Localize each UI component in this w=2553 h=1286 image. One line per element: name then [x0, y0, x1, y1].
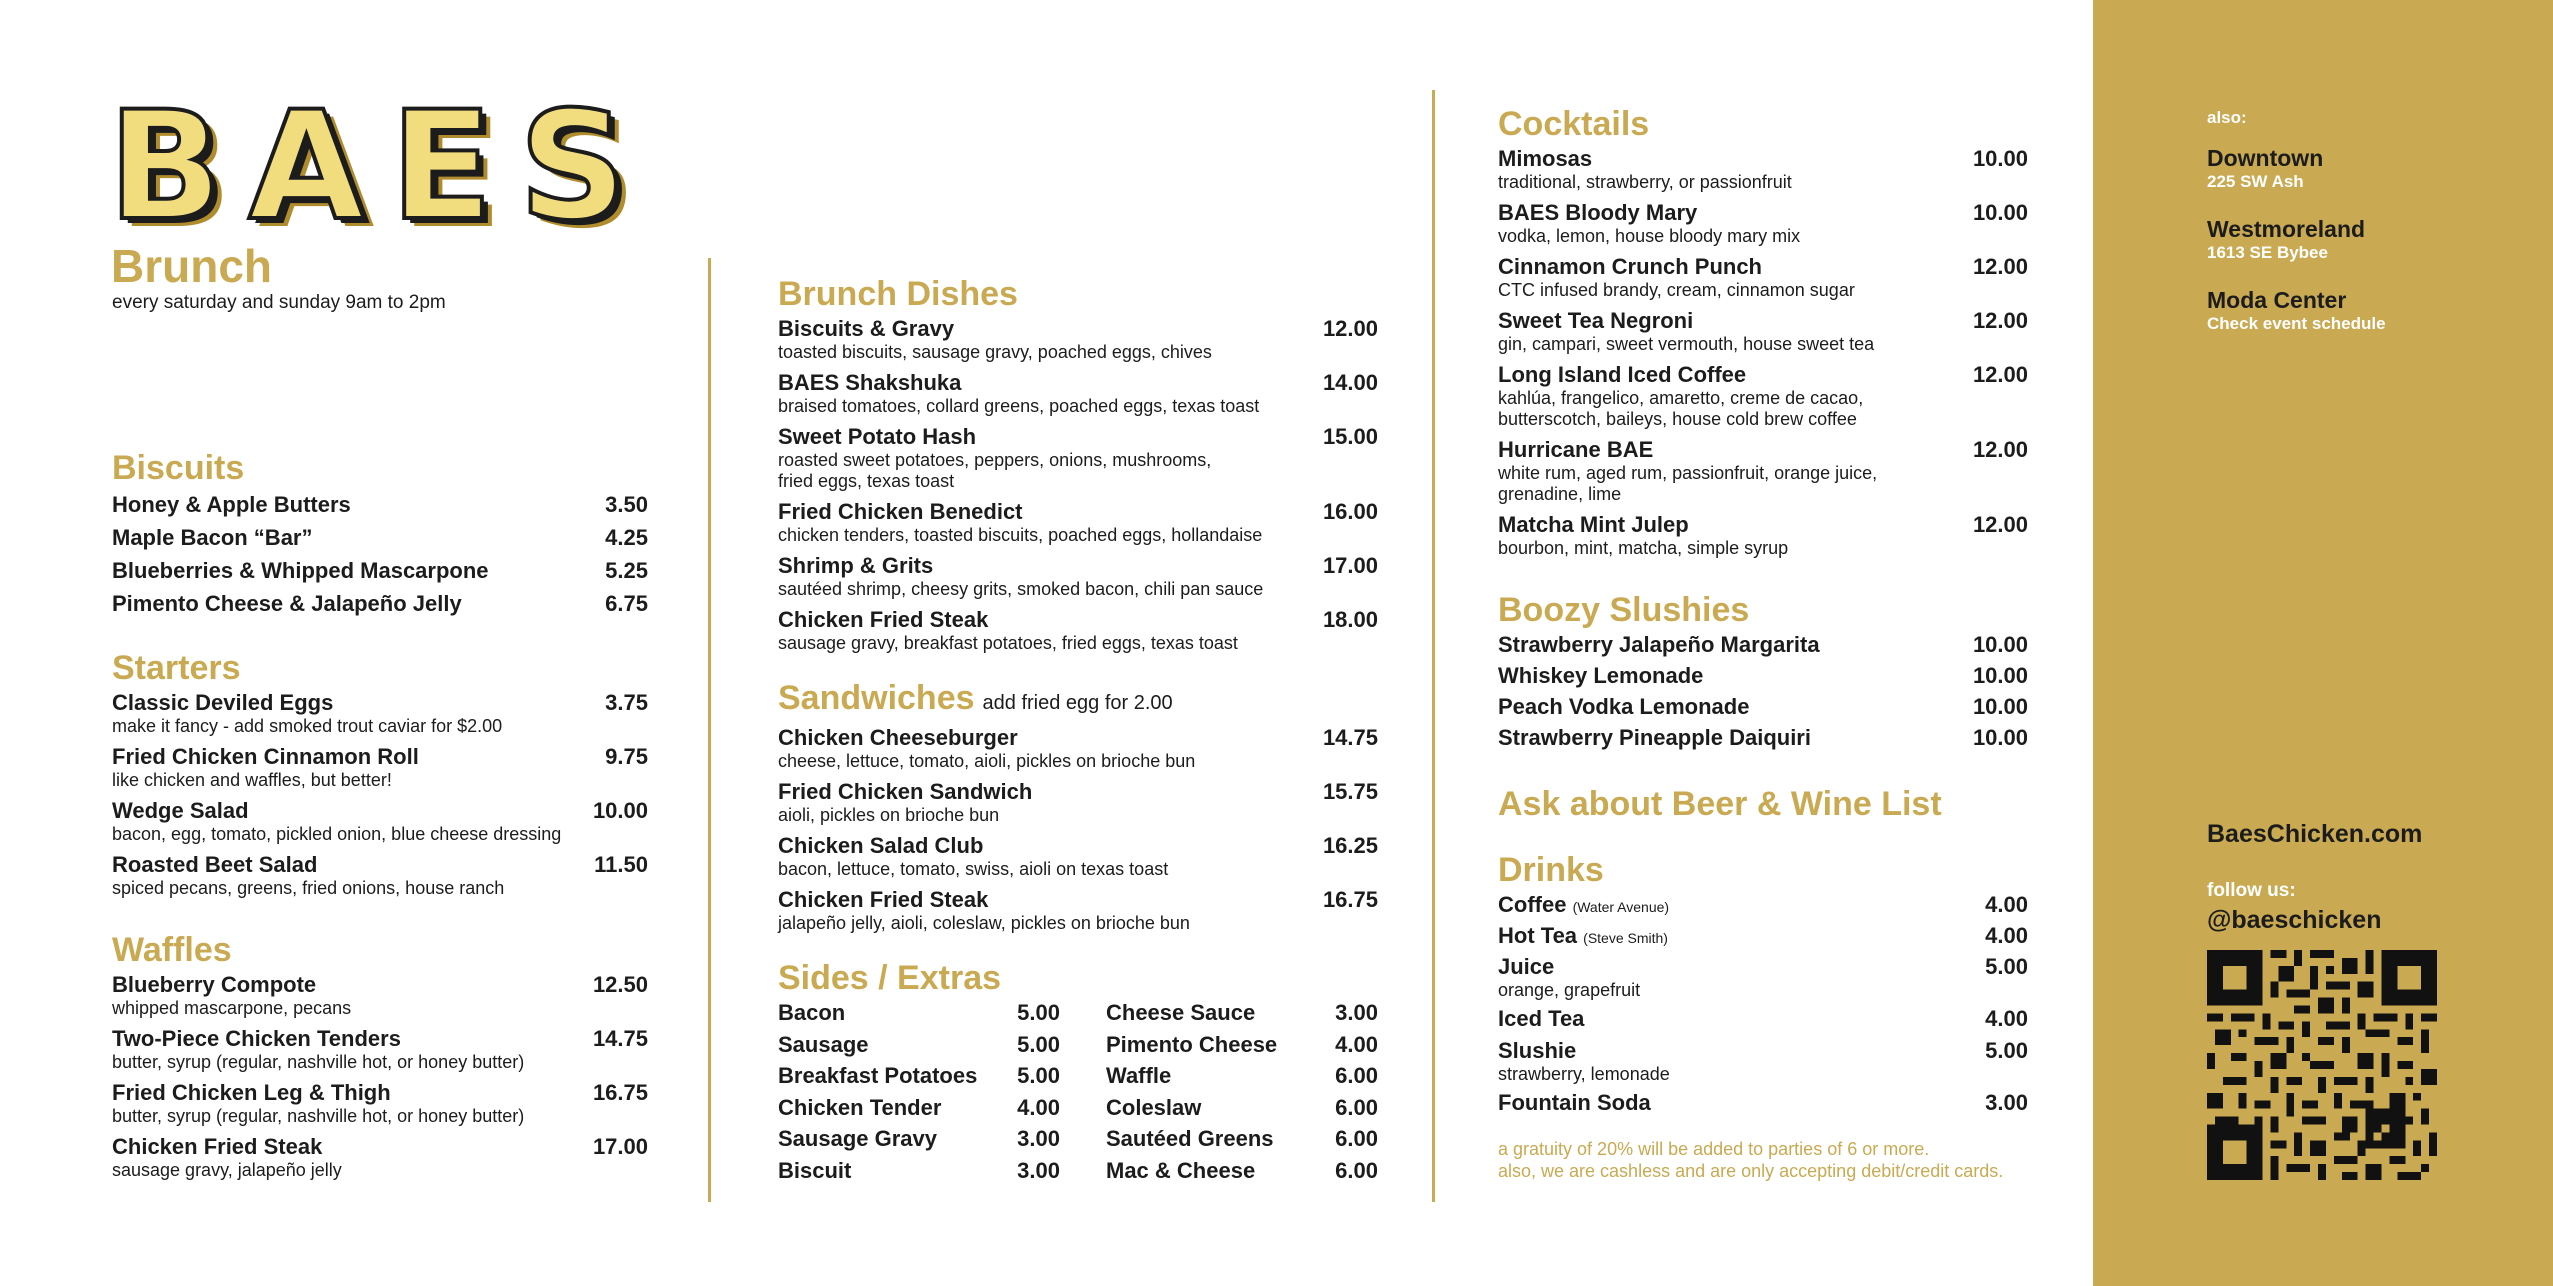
menu-item [778, 607, 1378, 661]
item-description: chicken tenders, toasted biscuits, poached eggs, hollandaise [778, 525, 1263, 545]
item-name: Cheese Sauce [1106, 1000, 1256, 1025]
column-divider [1432, 90, 1435, 1202]
item-price: 12.00 [1972, 437, 2028, 462]
item-price: 6.00 [1335, 1063, 1378, 1088]
menu-item [778, 1126, 1060, 1158]
location-name: Downtown [2207, 145, 2324, 171]
item-name: Biscuits & Gravy [778, 316, 955, 341]
item-price: 11.50 [594, 852, 648, 877]
item-note: (Steve Smith) [1583, 930, 1668, 946]
item-description: spiced pecans, greens, fried onions, house ranch [112, 878, 505, 898]
menu-item [1498, 512, 2028, 566]
item-price: 17.00 [1322, 553, 1378, 578]
section-title: Cocktails [1498, 105, 1650, 143]
item-name: Wedge Salad [112, 798, 249, 823]
website-link[interactable]: BaesChicken.com [2207, 820, 2423, 848]
menu-item [112, 492, 648, 525]
item-price: 3.75 [605, 690, 648, 715]
item-description: roasted sweet potatoes, peppers, onions, mushrooms, [778, 450, 1212, 470]
item-price: 18.00 [1322, 607, 1378, 632]
item-name: Breakfast Potatoes [778, 1063, 978, 1088]
item-description: sausage gravy, breakfast potatoes, fried eggs, texas toast [778, 633, 1238, 653]
item-name: Iced Tea [1498, 1006, 1585, 1031]
item-name: Roasted Beet Salad [112, 852, 318, 877]
item-name: Cinnamon Crunch Punch [1498, 254, 1762, 279]
item-note: (Water Avenue) [1572, 899, 1670, 915]
item-name: Fried Chicken Benedict [778, 499, 1023, 524]
footnote [1498, 1138, 2028, 1182]
menu-item [1498, 146, 2028, 200]
item-price: 3.00 [1017, 1126, 1060, 1151]
item-price: 3.00 [1985, 1090, 2028, 1115]
item-price: 14.75 [592, 1026, 648, 1051]
item-price: 10.00 [592, 798, 648, 823]
menu-item [112, 744, 648, 798]
item-description: like chicken and waffles, but better! [112, 770, 392, 790]
menu-item [1106, 1063, 1378, 1095]
section-title: Biscuits [112, 449, 245, 487]
item-name: Whiskey Lemonade [1498, 663, 1704, 688]
item-name: Chicken Fried Steak [778, 607, 989, 632]
item-description: butter, syrup (regular, nashville hot, or honey butter) [112, 1052, 525, 1072]
menu-item [1106, 1095, 1378, 1127]
item-name: BAES Bloody Mary [1498, 200, 1698, 225]
menu-item [778, 553, 1378, 607]
item-price: 4.25 [605, 525, 648, 550]
item-description: make it fancy - add smoked trout caviar for $2.00 [112, 716, 503, 736]
item-price: 4.00 [1985, 1006, 2028, 1031]
cashless-note: also, we are cashless and are only accepting debit/credit cards. [1498, 1161, 2004, 1181]
menu-item [112, 1080, 648, 1134]
item-price: 5.00 [1017, 1000, 1060, 1025]
item-name: Sausage Gravy [778, 1126, 937, 1151]
menu-item [778, 779, 1378, 833]
item-price: 14.75 [1322, 725, 1378, 750]
section-title: Sides / Extras [778, 959, 1002, 997]
menu-item [112, 798, 648, 852]
item-price: 12.00 [1322, 316, 1378, 341]
item-name: Blueberries & Whipped Mascarpone [112, 558, 489, 583]
sides-section [778, 958, 1378, 1189]
item-name: Fried Chicken Cinnamon Roll [112, 744, 419, 769]
item-price: 16.00 [1322, 499, 1378, 524]
item-price: 10.00 [1972, 663, 2028, 688]
menu-item [778, 833, 1378, 887]
item-name: Hurricane BAE [1498, 437, 1654, 462]
section-title: Starters [112, 649, 241, 687]
item-name: Slushie [1498, 1038, 1577, 1063]
item-price: 9.75 [605, 744, 648, 769]
section-title-text: Sandwiches [778, 679, 975, 717]
follow-label: follow us: [2207, 880, 2296, 901]
item-name: Biscuit [778, 1157, 852, 1183]
item-price: 16.25 [1322, 833, 1378, 858]
item-name: Two-Piece Chicken Tenders [112, 1026, 401, 1051]
item-description: cheese, lettuce, tomato, aioli, pickles on brioche bun [778, 751, 1196, 771]
item-name: Fried Chicken Sandwich [778, 779, 1033, 804]
item-name: Strawberry Jalapeño Margarita [1498, 632, 1820, 657]
item-price: 17.00 [592, 1134, 648, 1159]
item-price: 12.50 [592, 972, 648, 997]
hours-text: every saturday and sunday 9am to 2pm [112, 292, 446, 313]
menu-item [1106, 1000, 1378, 1032]
location-westmoreland [2207, 215, 2365, 263]
item-name: Shrimp & Grits [778, 553, 934, 578]
item-price: 3.50 [605, 492, 648, 517]
item-description: fried eggs, texas toast [778, 471, 955, 491]
section-note: add fried egg for 2.00 [982, 692, 1173, 714]
also-label: also: [2207, 108, 2247, 127]
waffles-section [112, 930, 648, 1188]
item-price: 4.00 [1335, 1031, 1378, 1057]
menu-item [1498, 632, 2028, 663]
section-title: Brunch Dishes [778, 275, 1018, 313]
item-name: Pimento Cheese [1106, 1031, 1278, 1057]
item-description: strawberry, lemonade [1498, 1064, 1670, 1084]
item-price: 10.00 [1972, 694, 2028, 719]
item-description: whipped mascarpone, pecans [112, 998, 352, 1018]
menu-item [1498, 954, 2028, 1006]
item-description: sausage gravy, jalapeño jelly [112, 1160, 342, 1180]
column-divider [708, 258, 711, 1202]
item-price: 3.00 [1335, 1000, 1378, 1025]
item-price: 10.00 [1972, 146, 2028, 171]
menu-item [1498, 200, 2028, 254]
item-price: 6.00 [1335, 1126, 1378, 1151]
menu-item [112, 558, 648, 591]
menu-item [1498, 663, 2028, 694]
item-price: 4.00 [1017, 1094, 1060, 1120]
item-price: 16.75 [1322, 887, 1378, 912]
item-description: white rum, aged rum, passionfruit, orange juice, [1498, 463, 1878, 483]
item-name: Pimento Cheese & Jalapeño Jelly [112, 591, 462, 616]
item-name: Sautéed Greens [1106, 1126, 1274, 1151]
boozy-slushies-section [1498, 590, 2028, 756]
location-name: Moda Center [2207, 287, 2347, 313]
menu-item [112, 690, 648, 744]
item-description: jalapeño jelly, aioli, coleslaw, pickles on brioche bun [778, 913, 1190, 933]
item-description: gin, campari, sweet vermouth, house sweet tea [1498, 334, 1875, 354]
item-price: 12.00 [1972, 254, 2028, 279]
gratuity-note: a gratuity of 20% will be added to parties of 6 or more. [1498, 1139, 1930, 1159]
item-name: Hot Tea [1498, 923, 1578, 948]
item-price: 16.75 [592, 1080, 648, 1105]
section-title: Boozy Slushies [1498, 591, 1750, 629]
item-name: Chicken Fried Steak [778, 887, 989, 912]
section-title [778, 678, 1378, 723]
menu-item [112, 591, 648, 624]
sidebar [2093, 0, 2553, 1286]
item-price: 4.00 [1985, 923, 2028, 948]
menu-item [1498, 694, 2028, 725]
item-description: sautéed shrimp, cheesy grits, smoked bacon, chili pan sauce [778, 579, 1264, 599]
item-description: bourbon, mint, matcha, simple syrup [1498, 538, 1789, 558]
item-description: braised tomatoes, collard greens, poached eggs, texas toast [778, 396, 1260, 416]
item-name: Juice [1498, 954, 1555, 979]
item-price: 12.00 [1972, 362, 2028, 387]
item-name: Strawberry Pineapple Daiquiri [1498, 725, 1811, 750]
location-address: 1613 SE Bybee [2207, 243, 2328, 262]
menu-item [1498, 362, 2028, 437]
location-address: Check event schedule [2207, 314, 2386, 333]
menu-item [778, 1158, 1060, 1190]
item-name: Chicken Fried Steak [112, 1134, 323, 1159]
menu-item [1106, 1158, 1378, 1190]
item-price: 6.75 [605, 591, 648, 616]
menu-item [1498, 308, 2028, 362]
item-name: Chicken Tender [778, 1094, 942, 1120]
menu-item [1498, 1038, 2028, 1090]
item-price: 5.00 [1017, 1063, 1060, 1088]
item-name: Sweet Potato Hash [778, 424, 977, 449]
item-price: 15.75 [1322, 779, 1378, 804]
item-price: 5.00 [1985, 954, 2028, 979]
item-description: bacon, egg, tomato, pickled onion, blue cheese dressing [112, 824, 562, 844]
section-title: Drinks [1498, 851, 1604, 889]
item-name: Classic Deviled Eggs [112, 690, 334, 715]
drinks-section [1498, 850, 2028, 1121]
menu-item [778, 725, 1378, 779]
item-name: Honey & Apple Butters [112, 492, 351, 517]
item-name: Peach Vodka Lemonade [1498, 694, 1750, 719]
menu-item [112, 972, 648, 1026]
location-downtown [2207, 144, 2323, 192]
menu-item [778, 1032, 1060, 1064]
beer-wine-heading: Ask about Beer & Wine List [1498, 785, 1942, 823]
item-price: 12.00 [1972, 308, 2028, 333]
menu-item [778, 499, 1378, 553]
starters-section [112, 648, 648, 906]
item-name: Mimosas [1498, 146, 1593, 171]
qr-code-icon[interactable] [2207, 950, 2437, 1180]
item-description: toasted biscuits, sausage gravy, poached eggs, chives [778, 342, 1212, 362]
item-name: Mac & Cheese [1106, 1157, 1256, 1183]
menu-item [112, 1134, 648, 1188]
item-description: traditional, strawberry, or passionfruit [1498, 172, 1792, 192]
location-address: 225 SW Ash [2207, 172, 2304, 191]
item-description: bacon, lettuce, tomato, swiss, aioli on texas toast [778, 859, 1169, 879]
item-name: Fountain Soda [1498, 1090, 1651, 1115]
item-price: 3.00 [1017, 1157, 1060, 1183]
item-name: Fried Chicken Leg & Thigh [112, 1080, 391, 1105]
menu-item [112, 525, 648, 558]
section-title: Waffles [112, 931, 232, 969]
item-price: 10.00 [1972, 725, 2028, 750]
item-description: kahlúa, frangelico, amaretto, creme de cacao, [1498, 388, 1864, 408]
item-description: vodka, lemon, house bloody mary mix [1498, 226, 1801, 246]
item-description: aioli, pickles on brioche bun [778, 805, 1000, 825]
menu-item [1498, 1006, 2028, 1038]
item-price: 14.00 [1322, 370, 1378, 395]
menu-item [1498, 437, 2028, 512]
item-name: Sweet Tea Negroni [1498, 308, 1694, 333]
item-price: 6.00 [1335, 1157, 1378, 1183]
item-name: Chicken Cheeseburger [778, 725, 1018, 750]
item-name: Waffle [1106, 1063, 1172, 1088]
menu-item [112, 1026, 648, 1080]
menu-item [1498, 892, 2028, 923]
menu-item [1498, 1090, 2028, 1121]
item-name: BAES Shakshuka [778, 370, 962, 395]
menu-item [1498, 254, 2028, 308]
item-name: Bacon [778, 1000, 846, 1025]
item-price: 5.00 [1017, 1031, 1060, 1057]
item-name: Sausage [778, 1031, 869, 1057]
item-price: 5.25 [605, 558, 648, 583]
item-name: Long Island Iced Coffee [1498, 362, 1747, 387]
item-description: CTC infused brandy, cream, cinnamon sugar [1498, 280, 1855, 300]
menu-item [778, 1063, 1060, 1095]
item-price: 10.00 [1972, 200, 2028, 225]
menu-item [1498, 725, 2028, 756]
item-name: Coffee [1498, 892, 1567, 917]
item-name: Coleslaw [1106, 1094, 1202, 1120]
menu-item [778, 424, 1378, 499]
item-description: butterscotch, baileys, house cold brew coffee [1498, 409, 1857, 429]
menu-item [1106, 1032, 1378, 1064]
menu-item [778, 887, 1378, 941]
item-price: 5.00 [1985, 1038, 2028, 1063]
location-name: Westmoreland [2207, 216, 2366, 242]
menu-item [778, 1095, 1060, 1127]
menu-item [778, 316, 1378, 370]
brunch-dishes-section [778, 274, 1378, 661]
item-name: Chicken Salad Club [778, 833, 984, 858]
item-price: 6.00 [1335, 1094, 1378, 1120]
item-description: orange, grapefruit [1498, 980, 1641, 1000]
item-price: 4.00 [1985, 892, 2028, 917]
item-price: 10.00 [1972, 632, 2028, 657]
menu-item [778, 370, 1378, 424]
logo: BAES [108, 80, 653, 254]
cocktails-section [1498, 104, 2028, 566]
menu-item [1498, 923, 2028, 954]
sandwiches-section [778, 678, 1378, 941]
menu-item [112, 852, 648, 906]
biscuits-section [112, 448, 648, 624]
menu-item [1106, 1126, 1378, 1158]
item-name: Blueberry Compote [112, 972, 317, 997]
item-description: grenadine, lime [1498, 484, 1622, 504]
item-description: butter, syrup (regular, nashville hot, or honey butter) [112, 1106, 525, 1126]
item-price: 15.00 [1322, 424, 1378, 449]
item-name: Matcha Mint Julep [1498, 512, 1689, 537]
menu-item [778, 1000, 1060, 1032]
social-handle[interactable]: @baeschicken [2207, 906, 2382, 934]
item-price: 12.00 [1972, 512, 2028, 537]
location-moda-center [2207, 286, 2386, 334]
item-name: Maple Bacon “Bar” [112, 525, 313, 550]
page-title: Brunch [111, 240, 272, 292]
